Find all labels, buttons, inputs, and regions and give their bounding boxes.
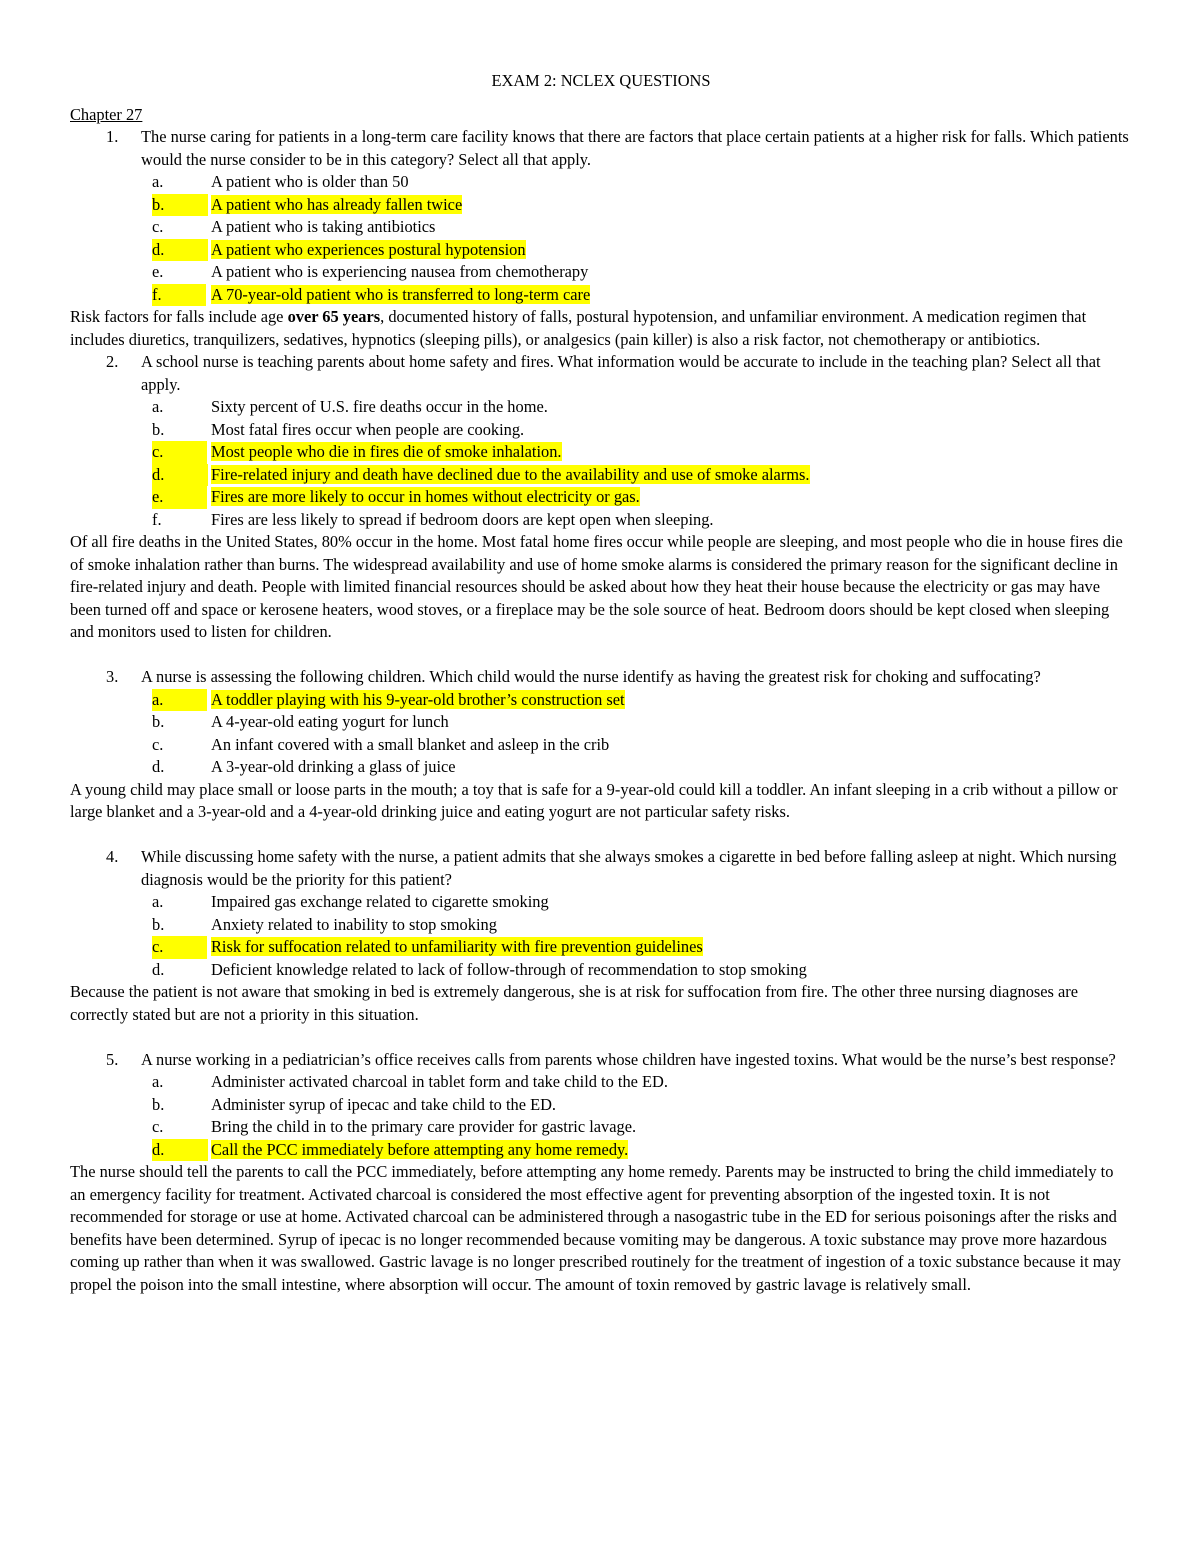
answer-option-correct: b. A patient who has already fallen twice: [70, 194, 1132, 217]
question-number: 3.: [106, 667, 119, 686]
answer-options: [70, 891, 1132, 981]
answer-option: c. Bring the child in to the primary care provider for gastric lavage.: [152, 1117, 637, 1136]
answer-option: b. Anxiety related to inability to stop smoking: [152, 914, 497, 934]
question-stem: A nurse is assessing the following children. Which child would the nurse identify as having the greatest risk for choking and suffocating?: [141, 667, 1041, 686]
answer-options: [70, 396, 1132, 531]
answer-option-correct: d. Fire-related injury and death have declined due to the availability and use of smoke alarms.: [70, 464, 1132, 487]
answer-option: a. Administer activated charcoal in tablet form and take child to the ED.: [152, 1072, 668, 1091]
answer-option: b. Administer syrup of ipecac and take child to the ED.: [152, 1094, 557, 1114]
rationale-emphasis: over 65 years: [287, 307, 381, 326]
question-5: [70, 1049, 1132, 1072]
answer-option: d. Deficient knowledge related to lack of follow-through of recommendation to stop smoking: [152, 959, 807, 979]
answer-option: a. Sixty percent of U.S. fire deaths occur in the home.: [152, 397, 548, 416]
answer-option: c. A patient who is taking antibiotics: [152, 217, 436, 236]
answer-option-correct: d. Call the PCC immediately before attempting any home remedy.: [70, 1139, 1132, 1162]
rationale: Of all fire deaths in the United States, 80% occur in the home. Most fatal home fires occur while people are sleeping, and most people who die in house fires die of smoke inhalation rather than burns. The widespread availability and use of home smoke alarms is considered the primary reason for the significant decline in fire-related injury and death. People with limited financial resources should be asked about how they heat their house because the electricity or gas may have been turned off and space or kerosene heaters, wood stoves, or a fireplace may be the sole source of heat. Bedroom doors should be kept closed when sleeping and monitors used to listen for children.: [70, 532, 1123, 641]
answer-options: [70, 171, 1132, 306]
chapter-heading: Chapter 27: [70, 104, 143, 124]
question-4: [70, 846, 1132, 891]
question-stem: A school nurse is teaching parents about home safety and fires. What information would be accurate to include in the teaching plan? Select all that apply.: [141, 352, 1101, 394]
question-1: [70, 126, 1132, 171]
answer-option: f. Fires are less likely to spread if bedroom doors are kept open when sleeping.: [152, 509, 714, 529]
question-number: 4.: [106, 847, 119, 866]
rationale: A young child may place small or loose parts in the mouth; a toy that is safe for a 9-year-old could kill a toddler. An infant sleeping in a crib without a pillow or large blanket and a 3-year-old and a 4-year-old drinking juice and eating yogurt are not particular safety risks.: [70, 779, 1118, 821]
answer-option-correct: e. Fires are more likely to occur in homes without electricity or gas.: [70, 486, 1132, 509]
answer-option-correct: c. Risk for suffocation related to unfamiliarity with fire prevention guidelines: [70, 936, 1132, 959]
question-stem: A nurse working in a pediatrician’s office receives calls from parents whose children have ingested toxins. What would be the nurse’s best response?: [141, 1049, 1116, 1069]
answer-option: b. Most fatal fires occur when people are cooking.: [152, 419, 525, 439]
question-number: 5.: [106, 1049, 119, 1069]
answer-option: a. Impaired gas exchange related to cigarette smoking: [152, 892, 549, 911]
question-2: [70, 351, 1132, 396]
rationale: Because the patient is not aware that smoking in bed is extremely dangerous, she is at risk for suffocation from fire. The other three nursing diagnoses are correctly stated but are not a priority in this situation.: [70, 982, 1079, 1024]
answer-option: d. A 3-year-old drinking a glass of juice: [152, 757, 456, 776]
question-number: 1.: [106, 127, 119, 146]
answer-option-correct: a. A toddler playing with his 9-year-old brother’s construction set: [70, 689, 1132, 712]
question-3: [70, 666, 1132, 689]
answer-option: e. A patient who is experiencing nausea from chemotherapy: [152, 262, 589, 281]
answer-option-correct: d. A patient who experiences postural hypotension: [70, 239, 1132, 262]
answer-option-correct: c. Most people who die in fires die of smoke inhalation.: [70, 441, 1132, 464]
answer-option: b. A 4-year-old eating yogurt for lunch: [152, 712, 449, 731]
rationale: The nurse should tell the parents to call the PCC immediately, before attempting any home remedy. Parents may be instructed to bring the child immediately to an emergency facility for treatment. Activated charcoal is considered the most effective agent for preventing absorption of the ingested toxin. It is not recommended for storage or use at home. Activated charcoal can be administered through a nasogastric tube in the ED for serious poisonings after the risks and benefits have been determined. Syrup of ipecac is no longer recommended because vomiting may be dangerous. A toxic substance may prove more hazardous coming up rather than when it was swallowed. Gastric lavage is no longer prescribed routinely for the treatment of ingestion of a toxic substance because it may propel the poison into the small intestine, where absorption will occur. The amount of toxin removed by gastric lavage is relatively small.: [70, 1162, 1121, 1294]
question-stem: While discussing home safety with the nurse, a patient admits that she always smokes a cigarette in bed before falling asleep at night. Which nursing diagnosis would be the priority for this patient?: [141, 847, 1117, 889]
question-number: 2.: [106, 352, 119, 371]
answer-option-correct: f. A 70-year-old patient who is transferred to long-term care: [70, 284, 1132, 307]
answer-option: a. A patient who is older than 50: [152, 172, 409, 191]
answer-options: [70, 1071, 1132, 1161]
answer-options: [70, 689, 1132, 779]
page-title: EXAM 2: NCLEX QUESTIONS: [491, 71, 711, 90]
answer-option: c. An infant covered with a small blanket and asleep in the crib: [152, 734, 610, 754]
question-stem: The nurse caring for patients in a long-term care facility knows that there are factors that place certain patients at a higher risk for falls. Which patients would the nurse consider to be in this category? Select all that apply.: [141, 127, 1129, 169]
rationale: Risk factors for falls include age over 65 years, documented history of falls, postural hypotension, and unfamiliar environment. A medication regimen that includes diuretics, tranquilizers, sedatives, hypnotics (sleeping pills), or analgesics (pain killer) is also a risk factor, not chemotherapy or antibiotics.: [70, 307, 1087, 349]
